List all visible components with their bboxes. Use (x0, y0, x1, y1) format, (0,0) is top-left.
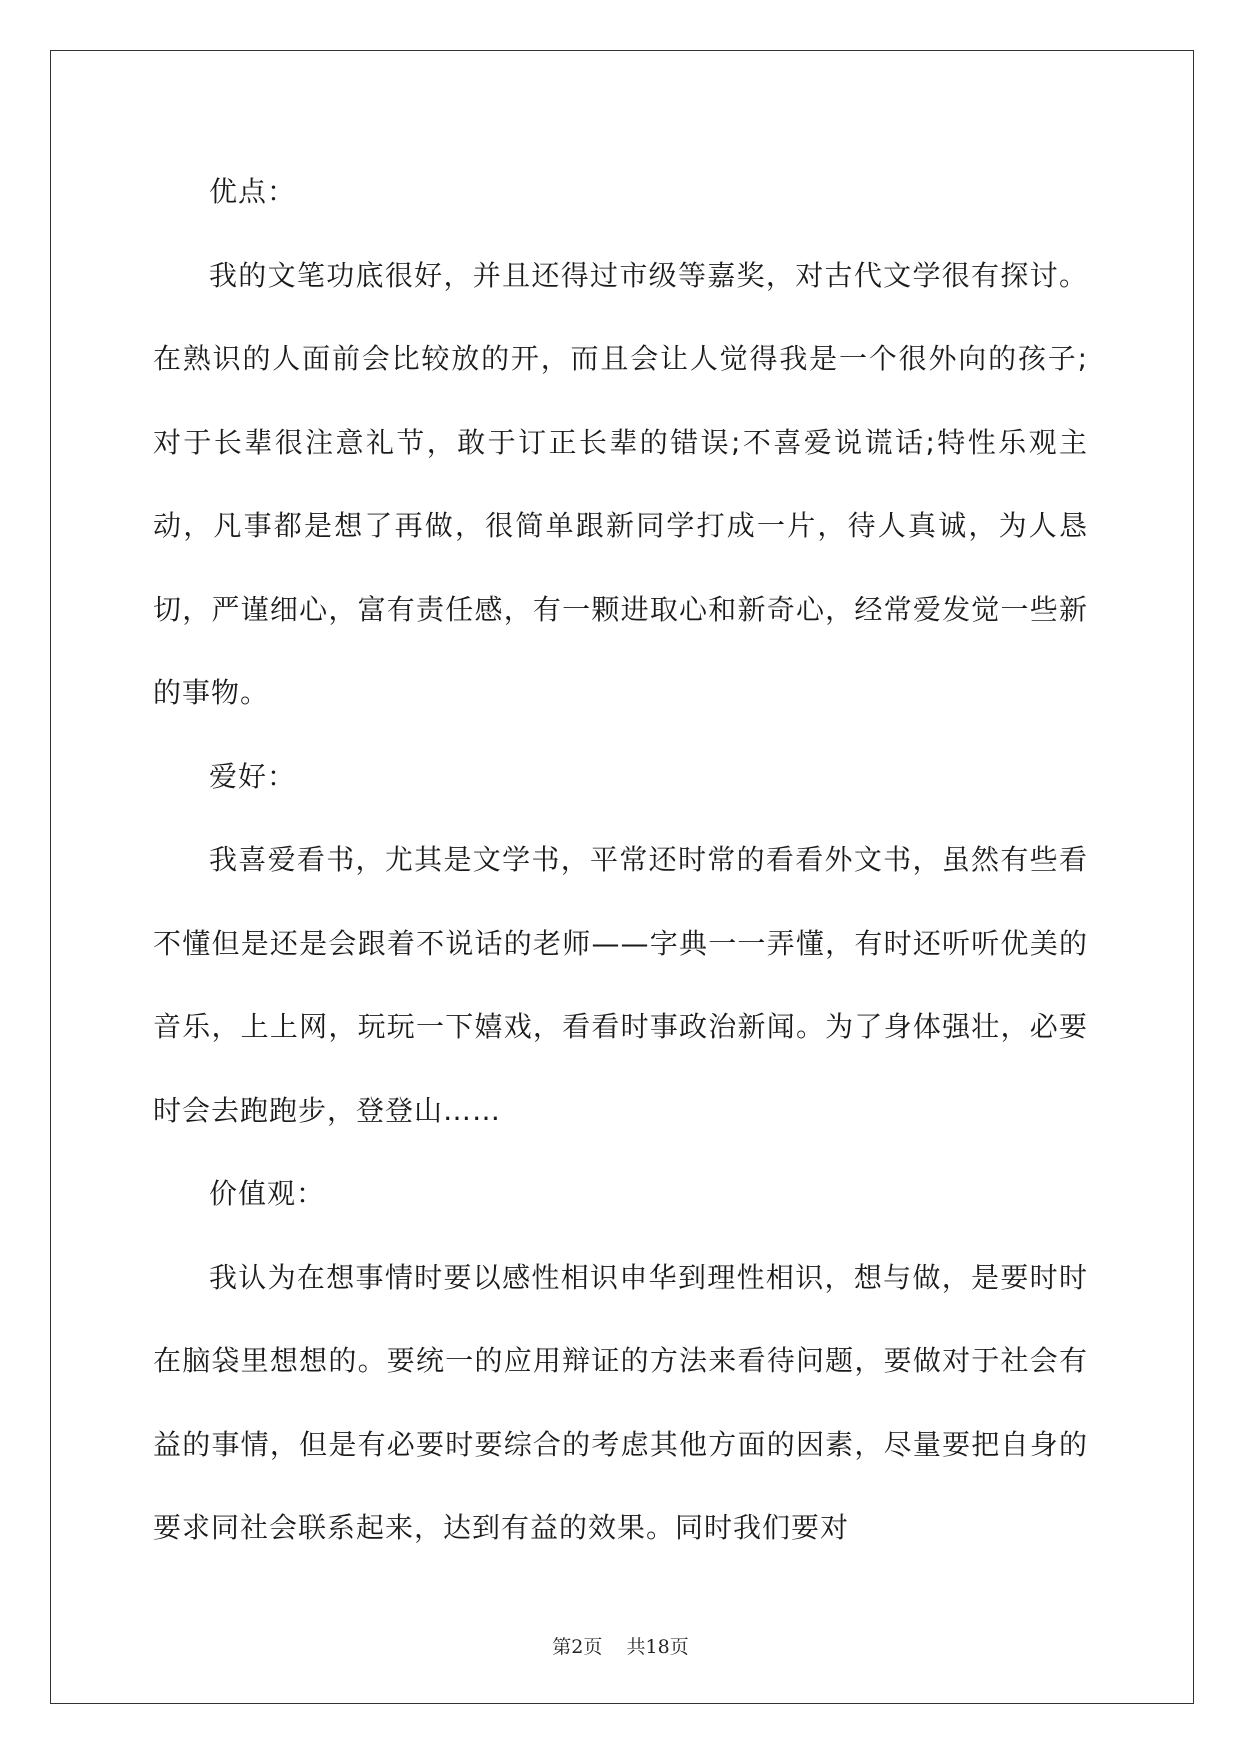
paragraph-hobbies: 我喜爱看书，尤其是文学书，平常还时常的看看外文书，虽然有些看不懂但是还是会跟着不说话的老师——字典一一弄懂，有时还听听优美的音乐，上上网，玩玩一下嬉戏，看看时事政治新闻。为了身体强壮，必要时会去跑跑步，登登山…… (153, 843, 1088, 1127)
heading-values: 价值观： (209, 1177, 326, 1210)
page-footer: 第2页 共18页 (552, 1636, 689, 1658)
paragraph-values: 我认为在想事情时要以感性相识申华到理性相识，想与做，是要时时在脑袋里想想的。要统一的应用辩证的方法来看待问题，要做对于社会有益的事情，但是有必要时要综合的考虑其他方面的因素，尽量要把自身的要求同社会联系起来，达到有益的效果。同时我们要对 (153, 1260, 1088, 1544)
heading-strengths: 优点： (209, 175, 297, 208)
document-body (153, 150, 1088, 1570)
paragraph-strengths: 我的文笔功底很好，并且还得过市级等嘉奖，对古代文学很有探讨。在熟识的人面前会比较放的开，而且会让人觉得我是一个很外向的孩子;对于长辈很注意礼节，敢于订正长辈的错误;不喜爱说谎话;特性乐观主动，凡事都是想了再做，很简单跟新同学打成一片，待人真诚，为人恳切，严谨细心，富有责任感，有一颗进取心和新奇心，经常爱发觉一些新的事物。 (153, 258, 1088, 709)
heading-hobbies: 爱好： (209, 759, 297, 793)
